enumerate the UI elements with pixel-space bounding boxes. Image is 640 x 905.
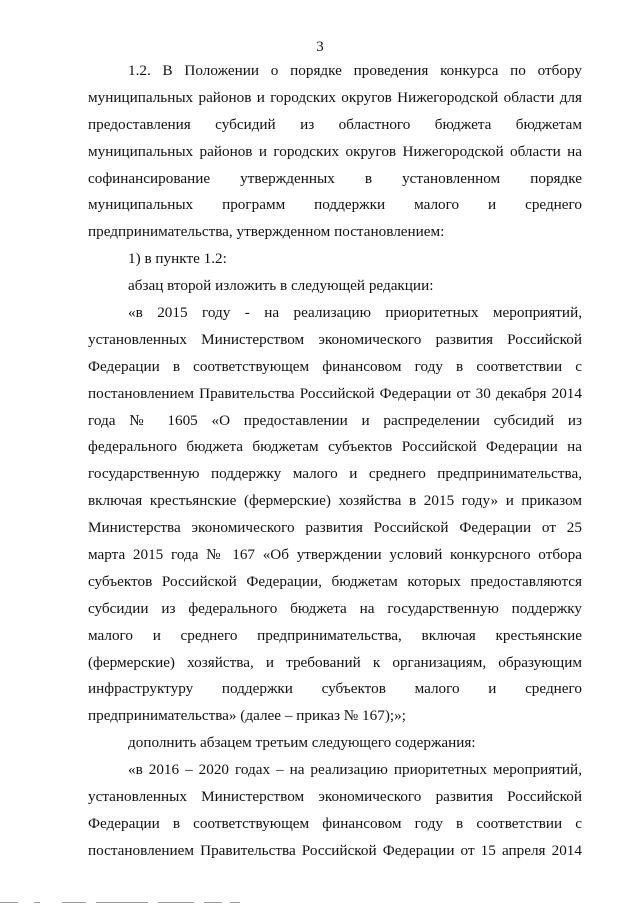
text-line: предпринимательства, утвержденном постановлением: (88, 223, 445, 241)
text-line: предпринимательства» (далее – приказ № 167);»; (88, 707, 406, 725)
text-line: постановлением Правительства Российской Федерации от 30 декабря 2014 (88, 384, 582, 402)
text-line: установленных Министерством экономического развития Российской (88, 788, 582, 806)
text-line: установленных Министерством экономического развития Российской (88, 330, 582, 348)
text-line: Министерства экономического развития Российской Федерации от 25 (88, 519, 582, 537)
text-line: 1.2. В Положении о порядке проведения конкурса по отбору (128, 62, 582, 79)
page-number: 3 (316, 39, 324, 55)
text-line: Федерации в соответствующем финансовом году в соответствии с (88, 357, 582, 375)
text-line: инфраструктуру поддержки субъектов малого и среднего (88, 680, 582, 698)
text-line: субъектов Российской Федерации, бюджетам которых предоставляются (88, 572, 582, 590)
text-line: «в 2015 году - на реализацию приоритетных мероприятий, (128, 304, 582, 322)
text-line: Федерации в соответствующем финансовом году в соответствии с (88, 814, 582, 832)
text-line: (фермерские) хозяйства, и требований к организациям, образующим (88, 653, 582, 671)
text-line: муниципальных районов и городских округов Нижегородской области на (88, 142, 582, 160)
text-line: включая крестьянские (фермерские) хозяйства в 2015 году» и приказом (88, 492, 582, 510)
text-line: федерального бюджета бюджетам субъектов Российской Федерации на (88, 438, 582, 456)
text-line: дополнить абзацем третьим следующего содержания: (128, 734, 476, 752)
scan-noise-strip (0, 897, 640, 905)
text-line: предоставления субсидий из областного бюджета бюджетам (88, 115, 582, 133)
text-line: муниципальных программ поддержки малого и среднего (88, 196, 582, 214)
text-line: марта 2015 года № 167 «Об утверждении условий конкурсного отбора (88, 546, 582, 564)
text-line: малого и среднего предпринимательства, включая крестьянские (88, 626, 582, 644)
text-line: муниципальных районов и городских округов Нижегородской области для (88, 88, 582, 106)
text-line: года № 1605 «О предоставлении и распределении субсидий из (88, 411, 582, 429)
text-line: абзац второй изложить в следующей редакции: (128, 277, 434, 295)
document-body (88, 58, 582, 865)
text-line: государственную поддержку малого и среднего предпринимательства, (88, 465, 582, 483)
text-line: постановлением Правительства Российской Федерации от 15 апреля 2014 (88, 841, 582, 859)
text-line: софинансирование утвержденных в установленном порядке (88, 169, 582, 187)
text-line: «в 2016 – 2020 годах – на реализацию приоритетных мероприятий, (128, 761, 582, 779)
text-line: 1) в пункте 1.2: (128, 250, 227, 268)
text-line: субсидии из федерального бюджета на государственную поддержку (88, 599, 582, 617)
